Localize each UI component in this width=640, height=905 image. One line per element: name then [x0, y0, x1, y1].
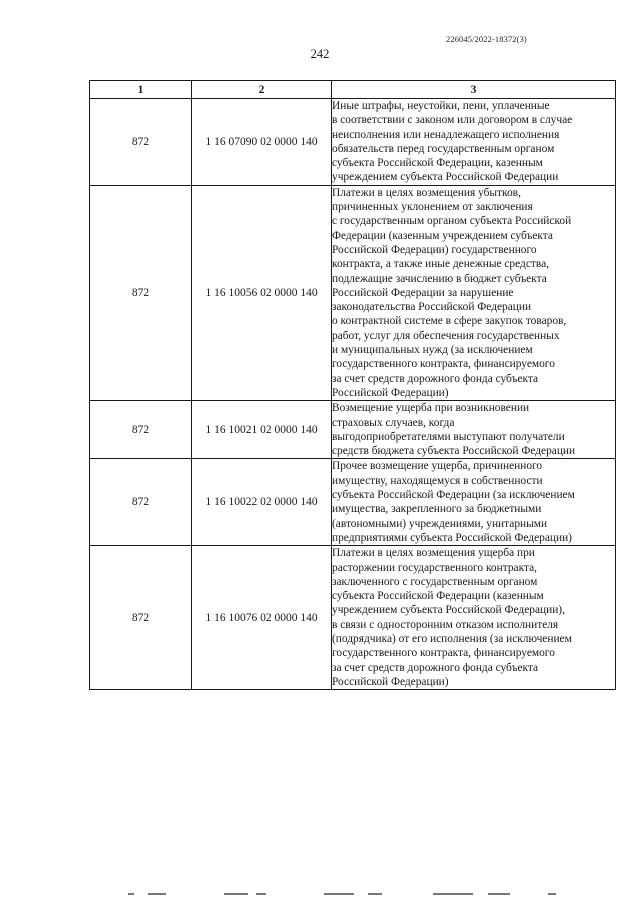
revenue-description-cell: [332, 401, 616, 459]
table-row: [90, 185, 616, 400]
budget-classification-code-cell: 1 16 10022 02 0000 140: [192, 459, 332, 546]
description-line: субъекта Российской Федерации (казенным: [332, 590, 544, 603]
description-line: учреждением субъекта Российской Федерации: [332, 171, 559, 184]
budget-classification-code-cell: 1 16 10076 02 0000 140: [192, 546, 332, 690]
description-line: имущества, закрепленного за бюджетными: [332, 503, 542, 516]
description-line: в соответствии с законом или договором в случае: [332, 114, 573, 127]
description-line: с государственным органом субъекта Российской: [332, 215, 572, 228]
budget-codes-table: [89, 80, 616, 690]
description-line: учреждением субъекта Российской Федерации),: [332, 604, 565, 617]
column-header-2: 2: [192, 81, 332, 99]
description-line: средств бюджета субъекта Российской Федерации: [332, 445, 576, 458]
revenue-description-cell: [332, 185, 616, 400]
description-line: Возмещение ущерба при возникновении: [332, 402, 530, 415]
column-header-1: 1: [90, 81, 192, 99]
description-line: заключенного с государственным органом: [332, 575, 538, 588]
description-line: Платежи в целях возмещения убытков,: [332, 186, 521, 199]
description-line: подлежащие зачислению в бюджет субъекта: [332, 272, 547, 285]
description-line: выгодоприобретателями выступают получатели: [332, 430, 565, 443]
description-line: Российской Федерации) государственного: [332, 243, 537, 256]
table-header-row: [90, 81, 616, 99]
description-line: в связи с односторонним отказом исполнителя: [332, 618, 559, 631]
description-line: контракта, а также иные денежные средства,: [332, 258, 549, 271]
revenue-description-cell: [332, 99, 616, 186]
description-line: государственного контракта, финансируемого: [332, 647, 555, 660]
table-row: [90, 401, 616, 459]
admin-code-cell: 872: [90, 401, 192, 459]
description-line: Платежи в целях возмещения ущерба при: [332, 547, 535, 560]
revenue-description-cell: [332, 546, 616, 690]
admin-code-cell: 872: [90, 459, 192, 546]
budget-classification-code-cell: 1 16 10021 02 0000 140: [192, 401, 332, 459]
description-line: о контрактной системе в сфере закупок товаров,: [332, 315, 567, 328]
description-line: (подрядчика) от его исполнения (за исключением: [332, 632, 572, 645]
description-line: страховых случаев, когда: [332, 416, 455, 429]
budget-classification-code-cell: 1 16 07090 02 0000 140: [192, 99, 332, 186]
table-body: [90, 99, 616, 690]
admin-code-cell: 872: [90, 546, 192, 690]
description-line: Федерации (казенным учреждением субъекта: [332, 229, 553, 242]
table-row: [90, 546, 616, 690]
description-line: (автономными) учреждениями, унитарными: [332, 517, 548, 530]
description-line: имуществу, находящемуся в собственности: [332, 474, 543, 487]
description-line: предприятиями субъекта Российской Федерации): [332, 531, 572, 544]
description-line: законодательства Российской Федерации: [332, 301, 532, 314]
description-line: государственного контракта, финансируемого: [332, 358, 555, 371]
budget-classification-code-cell: 1 16 10056 02 0000 140: [192, 185, 332, 400]
description-line: субъекта Российской Федерации, казенным: [332, 157, 543, 170]
description-line: расторжении государственного контракта,: [332, 561, 537, 574]
table-row: [90, 459, 616, 546]
table-row: [90, 99, 616, 186]
description-line: причиненных уклонением от заключения: [332, 201, 533, 214]
description-line: Российской Федерации): [332, 675, 449, 688]
description-line: Прочее возмещение ущерба, причиненного: [332, 460, 543, 473]
page-number: 242: [310, 47, 330, 61]
document-code: 226045/2022-18372(3): [446, 34, 527, 44]
description-line: за счет средств дорожного фонда субъекта: [332, 372, 539, 385]
description-line: за счет средств дорожного фонда субъекта: [332, 661, 539, 674]
description-line: обязательств перед государственным органом: [332, 142, 555, 155]
revenue-description-cell: [332, 459, 616, 546]
description-line: работ, услуг для обеспечения государственных: [332, 329, 560, 342]
description-line: субъекта Российской Федерации (за исключением: [332, 489, 575, 502]
description-line: Иные штрафы, неустойки, пени, уплаченные: [332, 100, 550, 112]
admin-code-cell: 872: [90, 185, 192, 400]
scan-artifact-marks: [128, 893, 598, 897]
description-line: и муниципальных нужд (за исключением: [332, 344, 533, 357]
admin-code-cell: 872: [90, 99, 192, 186]
description-line: неисполнения или ненадлежащего исполнения: [332, 128, 560, 141]
description-line: Российской Федерации): [332, 386, 449, 399]
description-line: Российской Федерации за нарушение: [332, 286, 514, 299]
column-header-3: 3: [332, 81, 616, 99]
